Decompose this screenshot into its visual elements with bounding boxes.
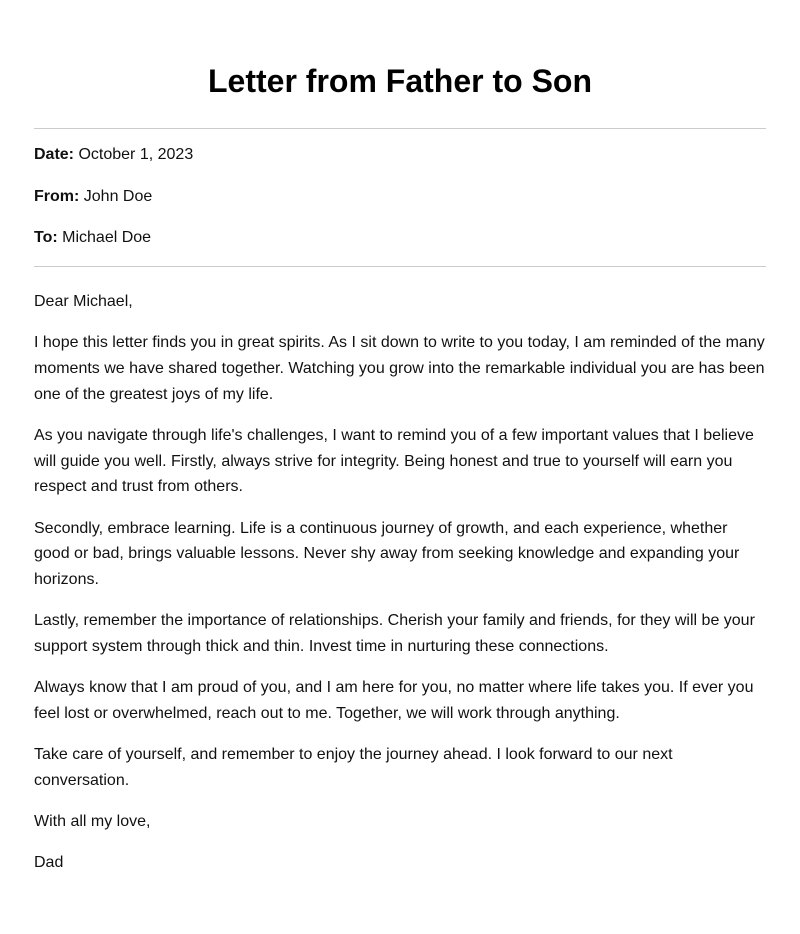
date-line bbox=[34, 144, 766, 166]
to-value: Michael Doe bbox=[62, 229, 152, 246]
from-value: John Doe bbox=[83, 187, 153, 205]
date-value: October 1, 2023 bbox=[78, 146, 194, 163]
body-paragraph: Secondly, embrace learning. Life is a continuous journey of growth, and each experience, whether good or bad, brings valuable lessons. Never shy away from seeking knowledge and expanding your horizons. bbox=[34, 519, 740, 588]
body-paragraph: I hope this letter finds you in great spirits. As I sit down to write to you today, I am reminded of the many moments we have shared together. Watching you grow into the remarkable individual you are has been one of the greatest joys of my life. bbox=[34, 334, 765, 403]
salutation: Dear Michael, bbox=[34, 293, 133, 310]
from-label: From: bbox=[34, 187, 80, 205]
letter-page bbox=[34, 0, 766, 876]
to-label: To: bbox=[34, 229, 58, 246]
date-label: Date: bbox=[34, 146, 75, 163]
body-paragraph: Take care of yourself, and remember to enjoy the journey ahead. I look forward to our next conversation. bbox=[34, 746, 673, 789]
closing: With all my love, bbox=[34, 813, 151, 831]
letter-body bbox=[34, 267, 766, 876]
body-paragraph: Always know that I am proud of you, and I am here for you, no matter where life takes you. If ever you feel lost or overwhelmed, reach out to me. Together, we will work through anything. bbox=[34, 679, 754, 722]
body-paragraph: As you navigate through life's challenges, I want to remind you of a few important values that I believe will guide you well. Firstly, always strive for integrity. Being honest and true to yourself will earn you respect and trust from others. bbox=[34, 426, 754, 496]
to-line bbox=[34, 227, 766, 249]
body-paragraph: Lastly, remember the importance of relationships. Cherish your family and friends, for they will be your support system through thick and thin. Invest time in nurturing these connections. bbox=[34, 612, 755, 655]
letter-title: Letter from Father to Son bbox=[207, 63, 592, 99]
from-line bbox=[34, 186, 766, 208]
letter-meta bbox=[34, 129, 766, 249]
signature: Dad bbox=[34, 854, 64, 872]
